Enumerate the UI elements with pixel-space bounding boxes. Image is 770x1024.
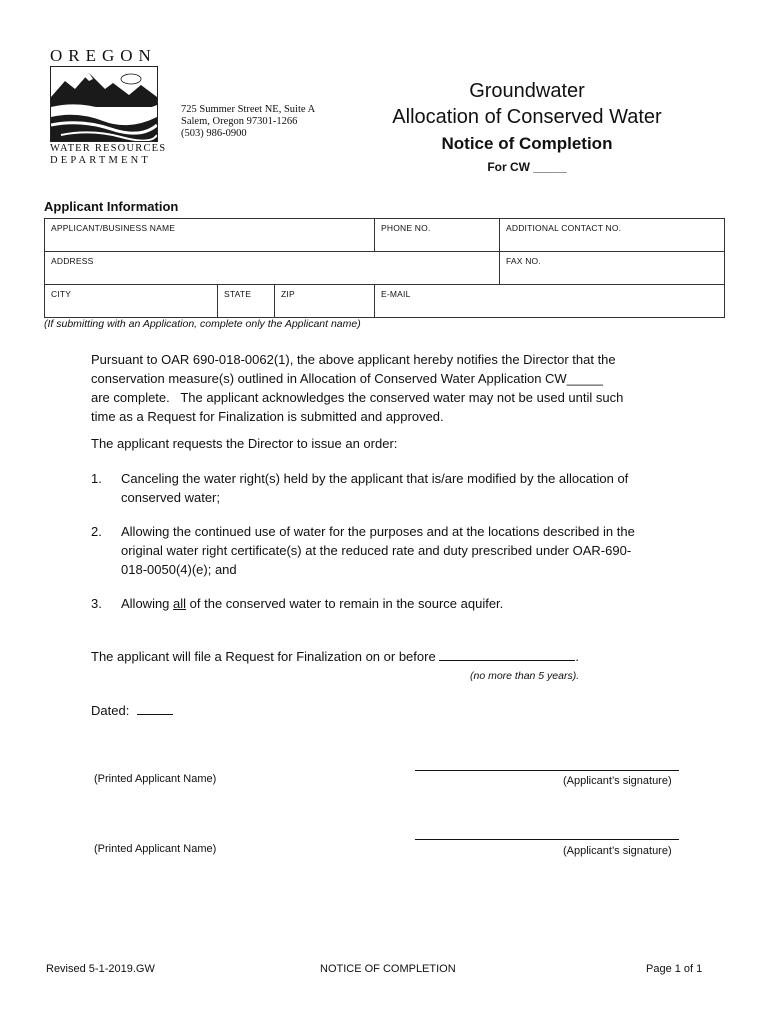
address-line: 725 Summer Street NE, Suite A <box>181 104 316 115</box>
field-label: PHONE NO. <box>381 223 431 233</box>
item-text-pre: Allowing <box>121 596 174 611</box>
state-field[interactable] <box>218 285 275 318</box>
dated-row <box>91 701 173 720</box>
logo-oregon-text: OREGON <box>50 46 157 65</box>
item-line: conserved water; <box>121 490 220 505</box>
logo-water-resources-text: WATER RESOURCES <box>50 143 167 154</box>
dated-field[interactable] <box>137 702 173 715</box>
field-label: ADDITIONAL CONTACT NO. <box>506 223 622 233</box>
notice-paragraph <box>91 350 691 426</box>
field-label: STATE <box>224 289 252 299</box>
logo-landscape-image <box>50 66 158 142</box>
agency-address <box>181 104 315 140</box>
phone-field[interactable] <box>375 219 500 252</box>
title-groundwater: Groundwater <box>469 80 585 102</box>
item-text-post: of the conserved water to remain in the source aquifer. <box>186 596 504 611</box>
item-line: Canceling the water right(s) held by the applicant that is/are modified by the allocation of <box>121 471 629 486</box>
paragraph-line: Pursuant to OAR 690-018-0062(1), the above applicant hereby notifies the Director that the <box>91 352 616 367</box>
dated-label: Dated: <box>91 703 130 718</box>
title-allocation: Allocation of Conserved Water <box>392 106 662 128</box>
signature-line-2[interactable] <box>415 839 679 840</box>
applicant-info-table <box>44 218 725 318</box>
finalization-date-field[interactable] <box>439 648 575 661</box>
signature-line-1[interactable] <box>415 770 679 771</box>
field-label: ADDRESS <box>51 256 94 266</box>
item-text-underlined: all <box>173 596 187 611</box>
applicant-name-field[interactable] <box>45 219 375 252</box>
printed-name-label-2: (Printed Applicant Name) <box>94 843 217 855</box>
signature-label-2: (Applicant’s signature) <box>563 845 672 857</box>
address-line: Salem, Oregon 97301-1266 <box>181 116 298 127</box>
finalization-end: . <box>575 649 579 664</box>
logo-mountains-icon <box>51 67 157 141</box>
field-label: E-MAIL <box>381 289 411 299</box>
printed-name-label-1: (Printed Applicant Name) <box>94 773 217 785</box>
item-line: original water right certificate(s) at the reduced rate and duty prescribed under OAR-690- <box>121 543 632 558</box>
city-field[interactable] <box>45 285 218 318</box>
paragraph-line: conservation measure(s) outlined in Allocation of Conserved Water Application CW_____ <box>91 371 603 386</box>
for-cw-label: For CW _____ <box>487 160 567 174</box>
item-number: 3. <box>91 596 102 611</box>
finalization-statement <box>91 647 579 666</box>
paragraph-line: are complete. The applicant acknowledges the conserved water may not be used until such <box>91 390 624 405</box>
footer-center: NOTICE OF COMPLETION <box>320 963 456 975</box>
request-intro: The applicant requests the Director to issue an order: <box>91 436 398 451</box>
finalization-text: The applicant will file a Request for Finalization on or before <box>91 649 436 664</box>
item-number: 2. <box>91 524 102 539</box>
item-3-text <box>121 594 701 613</box>
item-1-text <box>121 469 701 507</box>
field-label: ZIP <box>281 289 295 299</box>
field-label: CITY <box>51 289 72 299</box>
item-line: Allowing the continued use of water for the purposes and at the locations described in the <box>121 524 635 539</box>
address-field[interactable] <box>45 252 500 285</box>
field-label: FAX NO. <box>506 256 541 266</box>
applicant-note: (If submitting with an Application, complete only the Applicant name) <box>44 318 361 330</box>
address-line: (503) 986-0900 <box>181 128 247 139</box>
email-field[interactable] <box>375 285 725 318</box>
subtitle-notice: Notice of Completion <box>441 134 613 153</box>
logo-department-text: DEPARTMENT <box>50 155 151 166</box>
zip-field[interactable] <box>275 285 375 318</box>
footer-page-number: Page 1 of 1 <box>646 963 703 975</box>
item-number: 1. <box>91 471 102 486</box>
page-title <box>372 78 682 130</box>
finalization-note: (no more than 5 years). <box>470 670 580 682</box>
signature-label-1: (Applicant’s signature) <box>563 775 672 787</box>
item-line: 018-0050(4)(e); and <box>121 562 237 577</box>
footer-revision: Revised 5-1-2019.GW <box>46 963 155 975</box>
paragraph-line: time as a Request for Finalization is submitted and approved. <box>91 409 444 424</box>
field-label: APPLICANT/BUSINESS NAME <box>51 223 176 233</box>
item-2-text <box>121 522 701 579</box>
additional-contact-field[interactable] <box>500 219 725 252</box>
applicant-section-title: Applicant Information <box>44 199 179 214</box>
fax-field[interactable] <box>500 252 725 285</box>
